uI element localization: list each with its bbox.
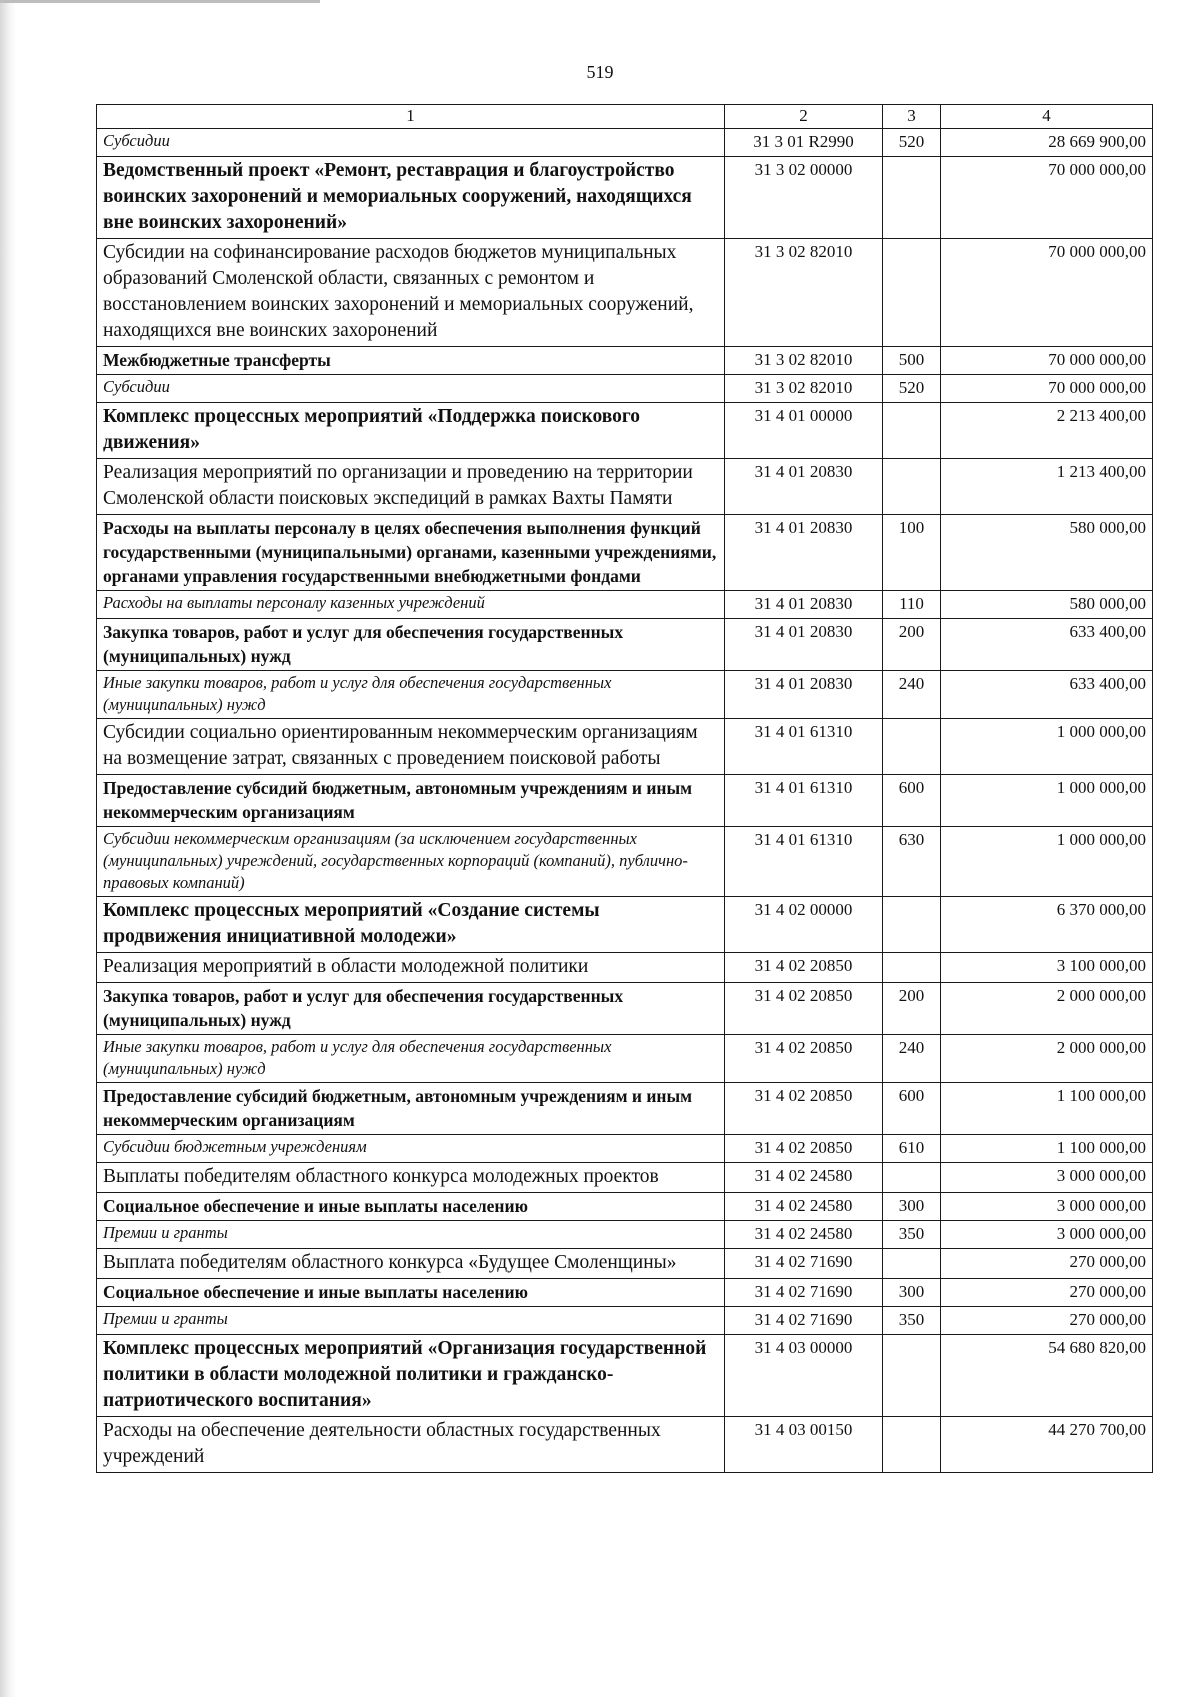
row-amount-cell: 580 000,00 [941, 515, 1153, 591]
row-name-cell: Ведомственный проект «Ремонт, реставрация и благоустройство воинских захоронений и мемориальных сооружений, находящихся вне воинских захоронений» [97, 157, 725, 239]
table-row [97, 129, 1153, 157]
row-code-cell: 31 4 02 20850 [725, 1135, 883, 1163]
row-name-cell: Расходы на обеспечение деятельности областных государственных учреждений [97, 1417, 725, 1473]
row-code-cell: 31 3 02 82010 [725, 239, 883, 347]
row-name-cell: Социальное обеспечение и иные выплаты населению [97, 1279, 725, 1307]
table-row [97, 897, 1153, 953]
table-row [97, 403, 1153, 459]
row-code-cell: 31 4 02 20850 [725, 1035, 883, 1083]
row-code-cell: 31 4 01 61310 [725, 827, 883, 897]
row-type-cell [883, 897, 941, 953]
row-amount-cell: 1 100 000,00 [941, 1135, 1153, 1163]
row-amount-cell: 2 213 400,00 [941, 403, 1153, 459]
row-amount-cell: 1 000 000,00 [941, 775, 1153, 827]
row-name-cell: Премии и гранты [97, 1307, 725, 1335]
table-row [97, 1417, 1153, 1473]
table-row [97, 515, 1153, 591]
header-col-3: 3 [883, 105, 941, 129]
row-code-cell: 31 4 03 00150 [725, 1417, 883, 1473]
row-type-cell: 350 [883, 1221, 941, 1249]
row-code-cell: 31 4 02 24580 [725, 1163, 883, 1193]
row-name-cell: Субсидии некоммерческим организациям (за исключением государственных (муниципальных) учреждений, государственных корпораций (компаний), публично-правовых компаний) [97, 827, 725, 897]
row-amount-cell: 54 680 820,00 [941, 1335, 1153, 1417]
row-name-cell: Субсидии [97, 375, 725, 403]
row-code-cell: 31 4 02 00000 [725, 897, 883, 953]
row-amount-cell: 1 000 000,00 [941, 719, 1153, 775]
table-row [97, 1135, 1153, 1163]
row-amount-cell: 270 000,00 [941, 1307, 1153, 1335]
row-type-cell: 500 [883, 347, 941, 375]
table-row [97, 775, 1153, 827]
row-name-cell: Реализация мероприятий по организации и проведению на территории Смоленской области поисковых экспедиций в рамках Вахты Памяти [97, 459, 725, 515]
table-row [97, 1083, 1153, 1135]
row-amount-cell: 270 000,00 [941, 1249, 1153, 1279]
row-code-cell: 31 3 02 82010 [725, 375, 883, 403]
row-type-cell: 600 [883, 775, 941, 827]
row-amount-cell: 2 000 000,00 [941, 1035, 1153, 1083]
row-name-cell: Реализация мероприятий в области молодежной политики [97, 953, 725, 983]
table-row [97, 1335, 1153, 1417]
row-type-cell: 200 [883, 619, 941, 671]
row-type-cell: 600 [883, 1083, 941, 1135]
row-code-cell: 31 3 02 82010 [725, 347, 883, 375]
row-type-cell [883, 719, 941, 775]
row-type-cell: 300 [883, 1279, 941, 1307]
row-type-cell [883, 1249, 941, 1279]
row-name-cell: Расходы на выплаты персоналу казенных учреждений [97, 591, 725, 619]
row-amount-cell: 2 000 000,00 [941, 983, 1153, 1035]
row-name-cell: Расходы на выплаты персоналу в целях обеспечения выполнения функций государственными (муниципальными) органами, казенными учреждениями, органами управления государственными внебюджетными фондами [97, 515, 725, 591]
row-code-cell: 31 4 01 20830 [725, 459, 883, 515]
row-amount-cell: 1 100 000,00 [941, 1083, 1153, 1135]
table-row [97, 619, 1153, 671]
row-name-cell: Предоставление субсидий бюджетным, автономным учреждениям и иным некоммерческим организациям [97, 775, 725, 827]
row-amount-cell: 70 000 000,00 [941, 157, 1153, 239]
row-name-cell: Социальное обеспечение и иные выплаты населению [97, 1193, 725, 1221]
row-code-cell: 31 4 01 20830 [725, 591, 883, 619]
row-amount-cell: 70 000 000,00 [941, 375, 1153, 403]
row-name-cell: Комплекс процессных мероприятий «Поддержка поискового движения» [97, 403, 725, 459]
scan-edge-shadow [0, 0, 16, 1697]
row-name-cell: Закупка товаров, работ и услуг для обеспечения государственных (муниципальных) нужд [97, 983, 725, 1035]
row-name-cell: Межбюджетные трансферты [97, 347, 725, 375]
row-code-cell: 31 3 02 00000 [725, 157, 883, 239]
budget-table [96, 104, 1153, 1473]
row-code-cell: 31 4 02 20850 [725, 1083, 883, 1135]
header-col-2: 2 [725, 105, 883, 129]
header-col-1: 1 [97, 105, 725, 129]
row-code-cell: 31 4 02 20850 [725, 983, 883, 1035]
row-amount-cell: 633 400,00 [941, 619, 1153, 671]
table-row [97, 1307, 1153, 1335]
table-row [97, 1279, 1153, 1307]
row-code-cell: 31 4 03 00000 [725, 1335, 883, 1417]
row-code-cell: 31 4 02 71690 [725, 1249, 883, 1279]
row-type-cell [883, 459, 941, 515]
row-code-cell: 31 4 01 61310 [725, 775, 883, 827]
table-row [97, 983, 1153, 1035]
row-name-cell: Комплекс процессных мероприятий «Организация государственной политики в области молодежной политики и гражданско-патриотического воспитания» [97, 1335, 725, 1417]
row-name-cell: Иные закупки товаров, работ и услуг для обеспечения государственных (муниципальных) нужд [97, 671, 725, 719]
scan-top-shadow [0, 0, 320, 3]
row-type-cell [883, 1335, 941, 1417]
row-name-cell: Субсидии социально ориентированным некоммерческим организациям на возмещение затрат, связанных с проведением поисковой работы [97, 719, 725, 775]
row-name-cell: Выплата победителям областного конкурса «Будущее Смоленщины» [97, 1249, 725, 1279]
row-amount-cell: 270 000,00 [941, 1279, 1153, 1307]
row-type-cell: 240 [883, 671, 941, 719]
row-name-cell: Премии и гранты [97, 1221, 725, 1249]
row-amount-cell: 3 000 000,00 [941, 1221, 1153, 1249]
row-name-cell: Субсидии бюджетным учреждениям [97, 1135, 725, 1163]
row-code-cell: 31 4 02 24580 [725, 1193, 883, 1221]
table-row [97, 1249, 1153, 1279]
row-code-cell: 31 4 01 20830 [725, 671, 883, 719]
row-type-cell: 520 [883, 375, 941, 403]
row-type-cell [883, 403, 941, 459]
row-code-cell: 31 3 01 R2990 [725, 129, 883, 157]
row-name-cell: Предоставление субсидий бюджетным, автономным учреждениям и иным некоммерческим организациям [97, 1083, 725, 1135]
table-row [97, 1193, 1153, 1221]
table-row [97, 719, 1153, 775]
table-row [97, 347, 1153, 375]
row-code-cell: 31 4 01 20830 [725, 515, 883, 591]
table-row [97, 671, 1153, 719]
row-amount-cell: 3 000 000,00 [941, 1163, 1153, 1193]
row-code-cell: 31 4 02 71690 [725, 1279, 883, 1307]
row-type-cell: 350 [883, 1307, 941, 1335]
row-amount-cell: 1 000 000,00 [941, 827, 1153, 897]
row-type-cell: 520 [883, 129, 941, 157]
row-name-cell: Субсидии [97, 129, 725, 157]
row-type-cell: 110 [883, 591, 941, 619]
table-row [97, 1035, 1153, 1083]
row-name-cell: Выплаты победителям областного конкурса молодежных проектов [97, 1163, 725, 1193]
row-code-cell: 31 4 02 71690 [725, 1307, 883, 1335]
row-amount-cell: 1 213 400,00 [941, 459, 1153, 515]
row-amount-cell: 6 370 000,00 [941, 897, 1153, 953]
table-row [97, 953, 1153, 983]
table-row [97, 1163, 1153, 1193]
row-name-cell: Комплекс процессных мероприятий «Создание системы продвижения инициативной молодежи» [97, 897, 725, 953]
row-type-cell: 300 [883, 1193, 941, 1221]
row-type-cell: 240 [883, 1035, 941, 1083]
row-type-cell: 630 [883, 827, 941, 897]
row-code-cell: 31 4 01 20830 [725, 619, 883, 671]
table-row [97, 1221, 1153, 1249]
row-amount-cell: 44 270 700,00 [941, 1417, 1153, 1473]
row-type-cell [883, 1163, 941, 1193]
table-row [97, 591, 1153, 619]
row-code-cell: 31 4 01 61310 [725, 719, 883, 775]
row-code-cell: 31 4 01 00000 [725, 403, 883, 459]
row-code-cell: 31 4 02 24580 [725, 1221, 883, 1249]
header-col-4: 4 [941, 105, 1153, 129]
row-name-cell: Закупка товаров, работ и услуг для обеспечения государственных (муниципальных) нужд [97, 619, 725, 671]
table-row [97, 827, 1153, 897]
row-amount-cell: 70 000 000,00 [941, 347, 1153, 375]
row-type-cell [883, 239, 941, 347]
row-name-cell: Иные закупки товаров, работ и услуг для обеспечения государственных (муниципальных) нужд [97, 1035, 725, 1083]
row-type-cell [883, 953, 941, 983]
table-body [97, 129, 1153, 1473]
row-type-cell: 100 [883, 515, 941, 591]
table-row [97, 157, 1153, 239]
row-type-cell [883, 157, 941, 239]
row-amount-cell: 3 000 000,00 [941, 1193, 1153, 1221]
table-row [97, 459, 1153, 515]
row-type-cell: 200 [883, 983, 941, 1035]
row-amount-cell: 28 669 900,00 [941, 129, 1153, 157]
row-amount-cell: 580 000,00 [941, 591, 1153, 619]
row-type-cell: 610 [883, 1135, 941, 1163]
row-name-cell: Субсидии на софинансирование расходов бюджетов муниципальных образований Смоленской области, связанных с ремонтом и восстановлением воинских захоронений и мемориальных сооружений, находящихся вне воинских захоронений [97, 239, 725, 347]
table-header-row [97, 105, 1153, 129]
row-code-cell: 31 4 02 20850 [725, 953, 883, 983]
table-row [97, 375, 1153, 403]
row-amount-cell: 3 100 000,00 [941, 953, 1153, 983]
row-type-cell [883, 1417, 941, 1473]
row-amount-cell: 633 400,00 [941, 671, 1153, 719]
page-number: 519 [586, 62, 614, 82]
row-amount-cell: 70 000 000,00 [941, 239, 1153, 347]
table-row [97, 239, 1153, 347]
